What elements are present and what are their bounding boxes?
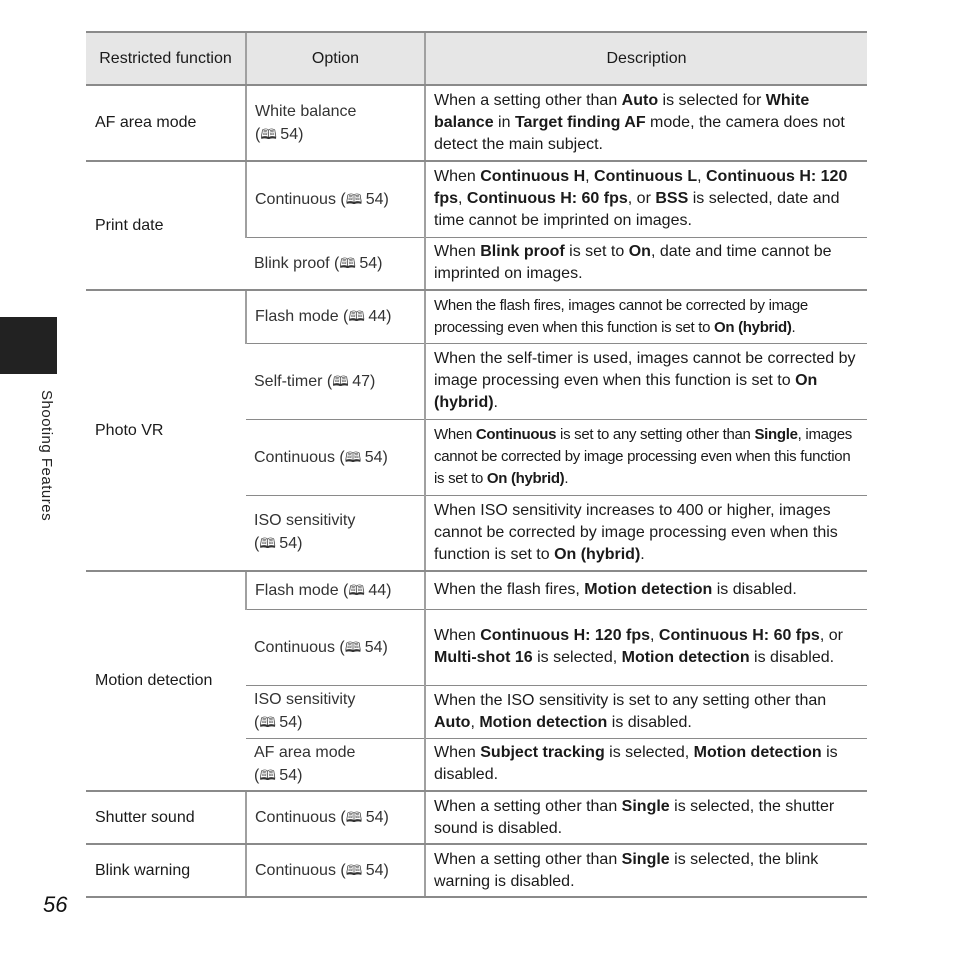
book-icon: 🕮 <box>259 714 275 730</box>
restrictions-table <box>86 31 867 898</box>
book-icon: 🕮 <box>348 581 364 598</box>
section-side-label: Shooting Features <box>38 390 55 522</box>
function-cell: Photo VR <box>86 290 246 571</box>
option-cell: Continuous (🕮 54) <box>246 419 425 495</box>
description-cell: When ISO sensitivity increases to 400 or higher, images cannot be corrected by image processing even when this function is set to On (hybrid). <box>425 495 867 571</box>
book-icon: 🕮 <box>345 862 362 878</box>
book-icon: 🕮 <box>332 372 348 389</box>
book-icon: 🕮 <box>344 448 361 465</box>
book-icon: 🕮 <box>345 190 362 207</box>
function-cell: Print date <box>86 161 246 290</box>
description-cell: When Subject tracking is selected, Motion detection is disabled. <box>425 738 867 791</box>
table-header-row <box>86 32 867 85</box>
option-cell: Continuous (🕮 54) <box>246 791 425 844</box>
description-cell: When Continuous H, Continuous L, Continuous H: 120 fps, Continuous H: 60 fps, or BSS is selected, date and time cannot be imprinted on images. <box>425 161 867 237</box>
description-cell: When a setting other than Single is selected, the shutter sound is disabled. <box>425 791 867 844</box>
option-cell: Flash mode (🕮 44) <box>246 290 425 343</box>
table-row <box>86 161 867 237</box>
option-cell: AF area mode (🕮 54) <box>246 738 425 791</box>
option-cell: White balance (🕮 54) <box>246 85 425 161</box>
function-cell: AF area mode <box>86 85 246 161</box>
function-cell: Motion detection <box>86 571 246 791</box>
option-cell: ISO sensitivity (🕮 54) <box>246 685 425 738</box>
header-description: Description <box>425 32 867 85</box>
function-cell: Blink warning <box>86 844 246 897</box>
option-cell: Continuous (🕮 54) <box>246 844 425 897</box>
book-icon: 🕮 <box>260 125 276 142</box>
header-option: Option <box>246 32 425 85</box>
table-row <box>86 791 867 844</box>
book-icon: 🕮 <box>259 766 275 783</box>
description-cell: When Continuous H: 120 fps, Continuous H: 60 fps, or Multi-shot 16 is selected, Motion detection is disabled. <box>425 609 867 685</box>
description-cell: When the flash fires, images cannot be corrected by image processing even when this function is set to On (hybrid). <box>425 290 867 343</box>
book-icon: 🕮 <box>348 308 364 325</box>
option-cell: Flash mode (🕮 44) <box>246 571 425 609</box>
function-cell: Shutter sound <box>86 791 246 844</box>
option-cell: Continuous (🕮 54) <box>246 161 425 237</box>
description-cell: When Continuous is set to any setting other than Single, images cannot be corrected by image processing even when this function is set to On (hybrid). <box>425 419 867 495</box>
page-number: 56 <box>43 892 68 917</box>
section-tab-marker <box>0 317 57 374</box>
table-row <box>86 85 867 161</box>
header-function: Restricted function <box>86 32 246 85</box>
description-cell: When the self-timer is used, images cannot be corrected by image processing even when this function is set to On (hybrid). <box>425 343 867 419</box>
book-icon: 🕮 <box>344 638 361 655</box>
description-cell: When the ISO sensitivity is set to any setting other than Auto, Motion detection is disabled. <box>425 685 867 738</box>
option-cell: Continuous (🕮 54) <box>246 609 425 685</box>
book-icon: 🕮 <box>339 254 355 271</box>
description-cell: When a setting other than Auto is selected for White balance in Target finding AF mode, the camera does not detect the main subject. <box>425 85 867 161</box>
description-cell: When the flash fires, Motion detection is disabled. <box>425 571 867 609</box>
book-icon: 🕮 <box>259 535 275 552</box>
option-cell: Blink proof (🕮 54) <box>246 237 425 290</box>
table-row <box>86 571 867 609</box>
option-cell: Self-timer (🕮 47) <box>246 343 425 419</box>
table-row <box>86 290 867 343</box>
description-cell: When a setting other than Single is selected, the blink warning is disabled. <box>425 844 867 897</box>
book-icon: 🕮 <box>345 809 362 825</box>
table-row <box>86 844 867 897</box>
option-cell: ISO sensitivity (🕮 54) <box>246 495 425 571</box>
description-cell: When Blink proof is set to On, date and time cannot be imprinted on images. <box>425 237 867 290</box>
